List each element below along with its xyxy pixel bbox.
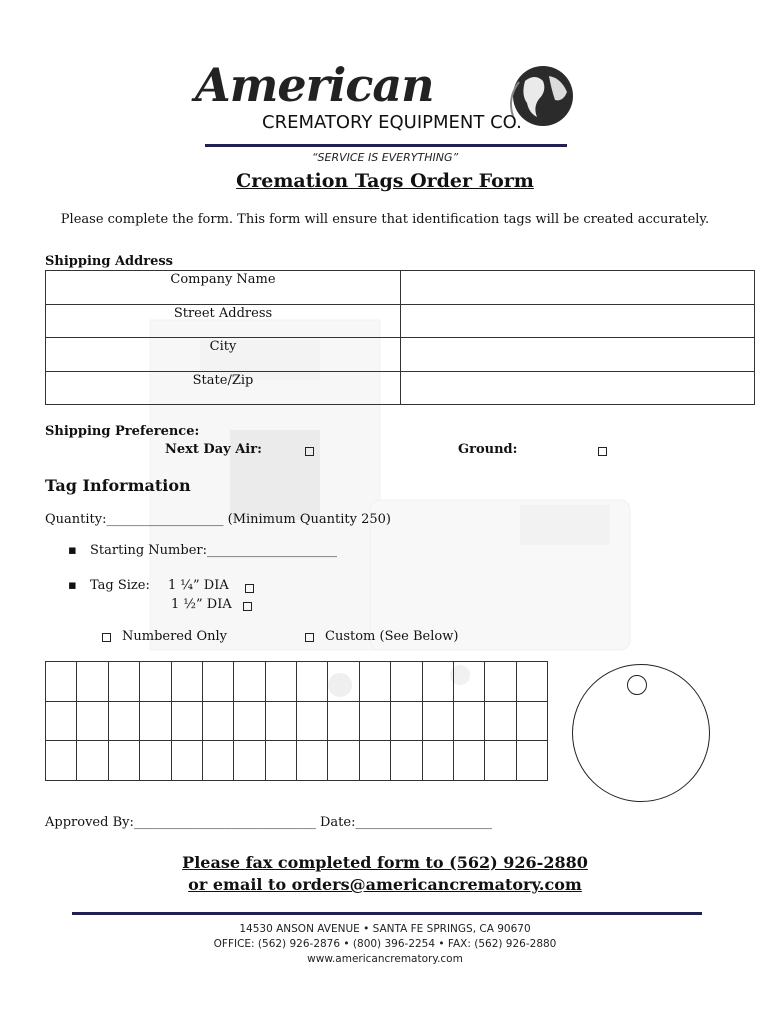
numbered-only-checkbox[interactable]	[102, 633, 111, 642]
tag-size-label: Tag Size:	[90, 578, 150, 593]
table-row	[46, 304, 755, 338]
tag-size-1-half-checkbox[interactable]	[243, 602, 252, 611]
email-instruction[interactable]: or email to orders@americancrematory.com	[188, 875, 582, 894]
numbered-only-label: Numbered Only	[122, 629, 227, 644]
bullet-icon: ▪	[68, 578, 77, 593]
company-name-label: Company Name	[46, 271, 401, 305]
footer-website[interactable]: www.americancrematory.com	[307, 953, 463, 965]
street-address-label: Street Address	[46, 304, 401, 338]
form-title: Cremation Tags Order Form	[236, 170, 534, 192]
approved-by-date-field[interactable]: Approved By:____________________________ Date:_____________________	[45, 815, 492, 830]
custom-checkbox[interactable]	[305, 633, 314, 642]
fax-instruction: Please fax completed form to (562) 926-2880	[182, 853, 588, 872]
tag-information-heading: Tag Information	[45, 476, 191, 495]
tag-size-option-label: 1 ½” DIA	[171, 597, 232, 612]
logo-tagline: “SERVICE IS EVERYTHING”	[311, 151, 459, 164]
state-zip-label: State/Zip	[46, 371, 401, 405]
footer-address: 14530 ANSON AVENUE • SANTA FE SPRINGS, CA 90670	[239, 923, 531, 935]
tag-shape-diagram	[572, 664, 710, 802]
next-day-air-checkbox[interactable]	[305, 447, 314, 456]
city-field[interactable]	[401, 338, 755, 372]
street-address-field[interactable]	[401, 304, 755, 338]
city-label: City	[46, 338, 401, 372]
ground-checkbox[interactable]	[598, 447, 607, 456]
company-logo-subtitle: CREMATORY EQUIPMENT CO.	[262, 112, 522, 133]
bullet-icon: ▪	[68, 543, 77, 558]
state-zip-field[interactable]	[401, 371, 755, 405]
table-row	[46, 371, 755, 405]
logo-divider	[205, 144, 567, 147]
quantity-field[interactable]: Quantity:__________________ (Minimum Quantity 250)	[45, 512, 391, 527]
table-row	[46, 741, 548, 781]
tag-hole	[627, 675, 647, 695]
tag-size-1-quarter-checkbox[interactable]	[245, 584, 254, 593]
table-row	[46, 662, 548, 702]
starting-number-field[interactable]: Starting Number:____________________	[90, 543, 337, 558]
footer-divider	[72, 912, 702, 915]
tag-size-option-label: 1 ¼” DIA	[168, 578, 229, 593]
footer-phones: OFFICE: (562) 926-2876 • (800) 396-2254 • FAX: (562) 926-2880	[213, 938, 557, 950]
custom-text-grid[interactable]	[45, 661, 548, 781]
company-logo-script: American	[195, 58, 434, 112]
shipping-preference-heading: Shipping Preference:	[45, 424, 200, 439]
ground-label: Ground:	[458, 442, 518, 457]
table-row	[46, 338, 755, 372]
table-row	[46, 701, 548, 741]
custom-label: Custom (See Below)	[325, 629, 459, 644]
table-row	[46, 271, 755, 305]
shipping-address-table	[45, 270, 755, 405]
next-day-air-label: Next Day Air:	[165, 442, 262, 457]
form-intro: Please complete the form. This form will ensure that identification tags will be created accurately.	[60, 212, 710, 227]
shipping-address-heading: Shipping Address	[45, 254, 173, 269]
company-name-field[interactable]	[401, 271, 755, 305]
